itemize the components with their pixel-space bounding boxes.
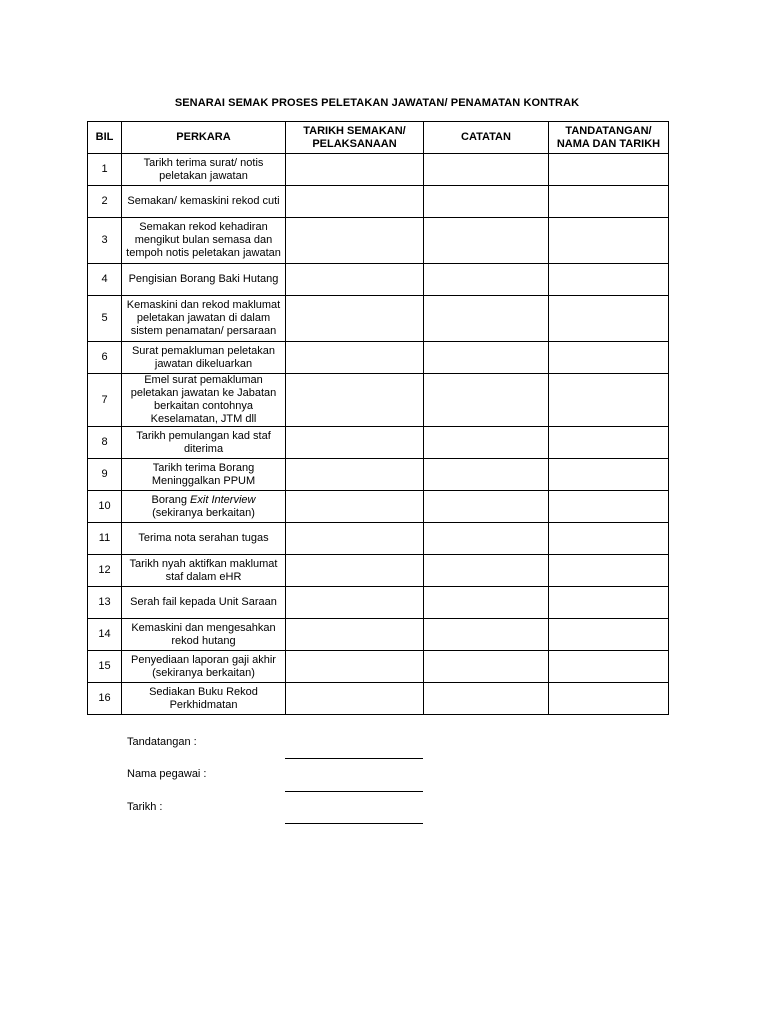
tarikh-line[interactable]: [285, 823, 423, 824]
table-row: [88, 342, 669, 374]
tarikh-cell[interactable]: [286, 296, 424, 342]
tandatangan-label: Tandatangan :: [127, 736, 197, 748]
catatan-cell[interactable]: [424, 342, 549, 374]
catatan-cell[interactable]: [424, 296, 549, 342]
catatan-cell[interactable]: [424, 374, 549, 427]
tandatangan-cell[interactable]: [549, 186, 669, 218]
tarikh-cell[interactable]: [286, 619, 424, 651]
tandatangan-cell[interactable]: [549, 619, 669, 651]
table-row: [88, 683, 669, 715]
row-perkara: Tarikh terima surat/ notis peletakan jawatan: [122, 154, 286, 186]
row-perkara: Semakan/ kemaskini rekod cuti: [122, 186, 286, 218]
catatan-cell[interactable]: [424, 427, 549, 459]
row-perkara: Kemaskini dan mengesahkan rekod hutang: [122, 619, 286, 651]
tandatangan-cell[interactable]: [549, 374, 669, 427]
tarikh-cell[interactable]: [286, 342, 424, 374]
row-number: 10: [88, 491, 122, 523]
row-number: 4: [88, 264, 122, 296]
catatan-cell[interactable]: [424, 218, 549, 264]
tarikh-cell[interactable]: [286, 459, 424, 491]
tarikh-cell[interactable]: [286, 427, 424, 459]
row-number: 1: [88, 154, 122, 186]
tarikh-cell[interactable]: [286, 186, 424, 218]
catatan-cell[interactable]: [424, 154, 549, 186]
tarikh-cell[interactable]: [286, 587, 424, 619]
row-number: 2: [88, 186, 122, 218]
table-row: [88, 186, 669, 218]
table-row: [88, 296, 669, 342]
header-tandatangan: TANDATANGAN/ NAMA DAN TARIKH: [549, 122, 669, 154]
row-perkara: Tarikh pemulangan kad staf diterima: [122, 427, 286, 459]
table-row: [88, 651, 669, 683]
row-number: 11: [88, 523, 122, 555]
catatan-cell[interactable]: [424, 587, 549, 619]
document-title: SENARAI SEMAK PROSES PELETAKAN JAWATAN/ PENAMATAN KONTRAK: [174, 97, 580, 109]
table-row: [88, 555, 669, 587]
tandatangan-cell[interactable]: [549, 264, 669, 296]
row-perkara: Penyediaan laporan gaji akhir (sekiranya berkaitan): [122, 651, 286, 683]
row-perkara: Terima nota serahan tugas: [122, 523, 286, 555]
row-number: 3: [88, 218, 122, 264]
row-perkara: Tarikh terima Borang Meninggalkan PPUM: [122, 459, 286, 491]
row-perkara: Emel surat pemakluman peletakan jawatan ke Jabatan berkaitan contohnya Keselamatan, JTM dll: [122, 374, 286, 427]
catatan-cell[interactable]: [424, 523, 549, 555]
tandatangan-cell[interactable]: [549, 459, 669, 491]
tandatangan-cell[interactable]: [549, 154, 669, 186]
tandatangan-cell[interactable]: [549, 683, 669, 715]
checklist-table: [87, 121, 669, 715]
nama-pegawai-line[interactable]: [285, 791, 423, 792]
catatan-cell[interactable]: [424, 555, 549, 587]
table-row: [88, 154, 669, 186]
catatan-cell[interactable]: [424, 186, 549, 218]
tarikh-cell[interactable]: [286, 218, 424, 264]
tarikh-label: Tarikh :: [127, 801, 163, 813]
tarikh-cell[interactable]: [286, 651, 424, 683]
row-number: 7: [88, 374, 122, 427]
table-header-row: [88, 122, 669, 154]
catatan-cell[interactable]: [424, 619, 549, 651]
row-number: 9: [88, 459, 122, 491]
table-row: [88, 459, 669, 491]
row-number: 5: [88, 296, 122, 342]
row-number: 6: [88, 342, 122, 374]
header-catatan: CATATAN: [424, 122, 549, 154]
row-number: 12: [88, 555, 122, 587]
tandatangan-cell[interactable]: [549, 218, 669, 264]
tarikh-cell[interactable]: [286, 683, 424, 715]
catatan-cell[interactable]: [424, 683, 549, 715]
catatan-cell[interactable]: [424, 264, 549, 296]
header-perkara: PERKARA: [122, 122, 286, 154]
row-number: 15: [88, 651, 122, 683]
table-row: [88, 218, 669, 264]
row-perkara: Sediakan Buku Rekod Perkhidmatan: [122, 683, 286, 715]
row-number: 14: [88, 619, 122, 651]
row-perkara: Borang Exit Interview (sekiranya berkaitan): [122, 491, 286, 523]
tandatangan-cell[interactable]: [549, 555, 669, 587]
tarikh-cell[interactable]: [286, 154, 424, 186]
table-row: [88, 587, 669, 619]
tarikh-cell[interactable]: [286, 374, 424, 427]
header-tarikh-semakan: TARIKH SEMAKAN/ PELAKSANAAN: [286, 122, 424, 154]
tandatangan-cell[interactable]: [549, 491, 669, 523]
table-row: [88, 523, 669, 555]
tarikh-cell[interactable]: [286, 491, 424, 523]
tandatangan-cell[interactable]: [549, 523, 669, 555]
tandatangan-line[interactable]: [285, 758, 423, 759]
row-perkara: Tarikh nyah aktifkan maklumat staf dalam eHR: [122, 555, 286, 587]
row-perkara: Surat pemakluman peletakan jawatan dikeluarkan: [122, 342, 286, 374]
row-perkara: Semakan rekod kehadiran mengikut bulan semasa dan tempoh notis peletakan jawatan: [122, 218, 286, 264]
catatan-cell[interactable]: [424, 651, 549, 683]
row-perkara: Serah fail kepada Unit Saraan: [122, 587, 286, 619]
catatan-cell[interactable]: [424, 459, 549, 491]
row-number: 13: [88, 587, 122, 619]
tandatangan-cell[interactable]: [549, 342, 669, 374]
tarikh-cell[interactable]: [286, 264, 424, 296]
catatan-cell[interactable]: [424, 491, 549, 523]
nama-pegawai-label: Nama pegawai :: [127, 768, 207, 780]
row-perkara: Pengisian Borang Baki Hutang: [122, 264, 286, 296]
tarikh-cell[interactable]: [286, 523, 424, 555]
table-row: [88, 491, 669, 523]
tandatangan-cell[interactable]: [549, 296, 669, 342]
tandatangan-cell[interactable]: [549, 587, 669, 619]
header-bil: BIL: [88, 122, 122, 154]
row-perkara: Kemaskini dan rekod maklumat peletakan jawatan di dalam sistem penamatan/ persaraan: [122, 296, 286, 342]
table-row: [88, 264, 669, 296]
table-row: [88, 427, 669, 459]
table-row: [88, 374, 669, 427]
tandatangan-cell[interactable]: [549, 651, 669, 683]
table-row: [88, 619, 669, 651]
tandatangan-cell[interactable]: [549, 427, 669, 459]
row-number: 16: [88, 683, 122, 715]
row-number: 8: [88, 427, 122, 459]
tarikh-cell[interactable]: [286, 555, 424, 587]
